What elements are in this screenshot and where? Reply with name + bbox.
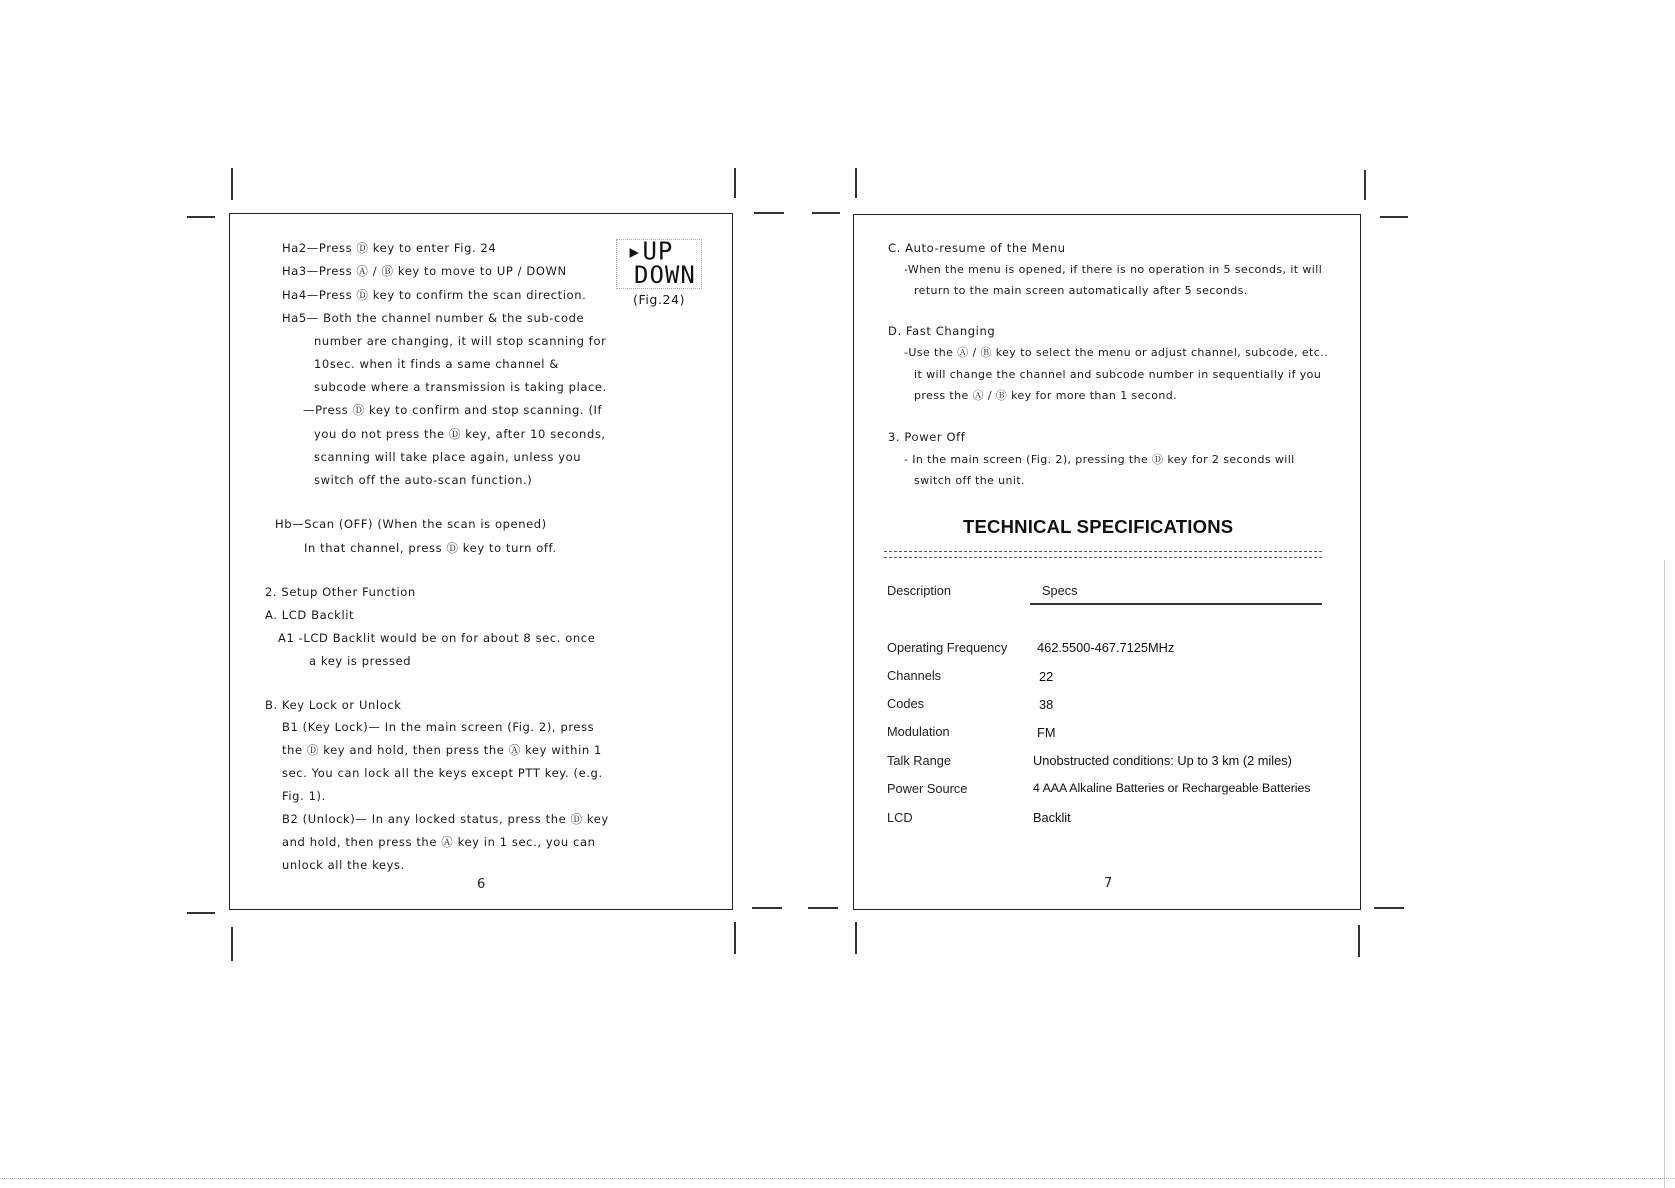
text-line: subcode where a transmission is taking place. [314,380,607,394]
text-line: Ha4—Press Ⓓ key to confirm the scan direction. [282,288,587,302]
page-number: 6 [477,877,486,892]
text-line: switch off the unit. [914,474,1025,487]
page-number: 7 [1104,876,1113,891]
crop-mark [808,907,838,909]
spec-value: 38 [1039,697,1054,712]
lcd-line-down: DOWN [634,261,696,289]
text-line: number are changing, it will stop scanning for [314,334,607,348]
text-line: In that channel, press Ⓓ key to turn off. [304,541,557,555]
text-line: 10sec. when it finds a same channel & [314,357,559,371]
section-heading: 2. Setup Other Function [265,585,416,599]
text-line: -When the menu is opened, if there is no operation in 5 seconds, it will [904,263,1323,276]
section-heading: D. Fast Changing [888,324,996,338]
text-line: sec. You can lock all the keys except PTT key. (e.g. [282,766,603,780]
table-header-rule [1030,603,1322,605]
spec-value: 462.5500-467.7125MHz [1037,640,1175,655]
crop-mark [855,168,857,198]
text-line: and hold, then press the Ⓐ key in 1 sec., you can [282,835,596,849]
spec-label: LCD [887,810,913,825]
spec-value: 22 [1039,669,1054,684]
text-line: unlock all the keys. [282,858,405,872]
text-line: switch off the auto-scan function.) [314,473,533,487]
text-line: B2 (Unlock)— In any locked status, press the Ⓓ key [282,812,609,826]
text-line: Hb—Scan (OFF) (When the scan is opened) [275,517,547,531]
right-page [853,214,1361,910]
section-heading: A. LCD Backlit [265,608,355,622]
crop-mark [734,168,736,198]
spec-value: FM [1037,725,1056,740]
text-line: it will change the channel and subcode number in sequentially if you [914,368,1322,381]
text-line: Fig. 1). [282,789,326,803]
text-line: —Press Ⓓ key to confirm and stop scanning. (If [303,403,603,417]
lcd-line-up: ▸UP [627,236,674,266]
spec-label: Power Source [887,781,968,796]
crop-mark [1380,216,1408,218]
text-line: -Use the Ⓐ / Ⓑ key to select the menu or adjust channel, subcode, etc.. [904,346,1328,359]
text-line: A1 -LCD Backlit would be on for about 8 sec. once [278,631,596,645]
crop-mark [1364,170,1366,200]
crop-mark [754,212,784,214]
spec-label: Channels [887,668,942,683]
crop-mark [231,927,233,961]
crop-mark [812,212,840,214]
crop-mark [752,907,782,909]
table-header-specs: Specs [1042,583,1078,598]
text-line: you do not press the Ⓓ key, after 10 seconds, [314,427,606,441]
spec-label: Modulation [887,724,950,739]
crop-mark [855,922,857,954]
text-line: scanning will take place again, unless you [314,450,582,464]
table-header-description: Description [887,583,952,598]
spec-label: Operating Frequency [887,640,1008,655]
crop-mark [1374,907,1404,909]
section-heading: 3. Power Off [888,430,966,444]
text-line: Ha2—Press Ⓓ key to enter Fig. 24 [282,241,497,255]
spec-title: TECHNICAL SPECIFICATIONS [963,516,1234,537]
section-heading: C. Auto-resume of the Menu [888,241,1066,255]
spec-label: Talk Range [887,753,952,768]
text-line: B1 (Key Lock)— In the main screen (Fig. 2), press [282,720,595,734]
crop-mark [187,216,215,218]
crop-mark [734,922,736,954]
text-line: Ha5— Both the channel number & the sub-code [282,311,585,325]
section-heading: B. Key Lock or Unlock [265,698,402,712]
title-divider [884,551,1322,552]
text-line: return to the main screen automatically after 5 seconds. [914,284,1248,297]
spec-label: Codes [887,696,924,711]
text-line: press the Ⓐ / Ⓑ key for more than 1 second. [914,389,1178,402]
lcd-figure [616,236,702,289]
scan-edge [1664,560,1665,1188]
scan-edge [0,1178,1675,1179]
text-line: Ha3—Press Ⓐ / Ⓑ key to move to UP / DOWN [282,264,567,278]
title-divider [884,557,1322,558]
text-line: a key is pressed [309,654,412,668]
text-line: - In the main screen (Fig. 2), pressing the Ⓓ key for 2 seconds will [904,453,1295,466]
crop-mark [231,168,233,200]
figure-caption: (Fig.24) [633,292,686,307]
text-line: the Ⓓ key and hold, then press the Ⓐ key within 1 [282,743,602,757]
crop-mark [187,912,215,914]
spec-value: Backlit [1033,810,1071,825]
crop-mark [1358,925,1360,957]
spec-value: 4 AAA Alkaline Batteries or Rechargeable Batteries [1033,781,1311,795]
spec-value: Unobstructed conditions: Up to 3 km (2 miles) [1033,753,1292,768]
